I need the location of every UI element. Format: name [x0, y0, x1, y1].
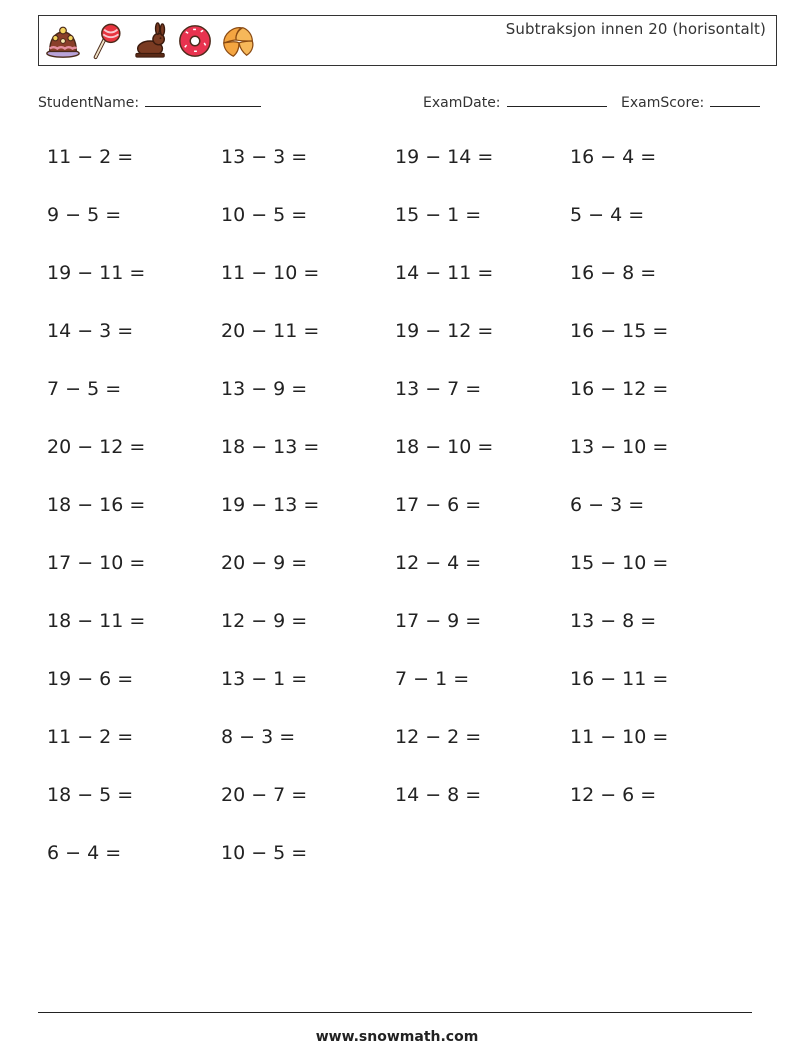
problem-item: 14 − 8 =: [395, 784, 482, 806]
problem-item: 6 − 4 =: [47, 842, 122, 864]
problem-item: 6 − 3 =: [570, 494, 645, 516]
worksheet-header: [38, 15, 777, 66]
problem-item: 11 − 2 =: [47, 726, 134, 748]
problem-item: 12 − 9 =: [221, 610, 308, 632]
problem-item: 14 − 3 =: [47, 320, 134, 342]
student-info-row: [38, 92, 771, 114]
problem-item: 19 − 12 =: [395, 320, 494, 342]
problem-row: [47, 262, 747, 320]
problem-item: 10 − 5 =: [221, 842, 308, 864]
problem-item: 15 − 10 =: [570, 552, 669, 574]
problem-item: 20 − 12 =: [47, 436, 146, 458]
problem-item: 10 − 5 =: [221, 204, 308, 226]
problem-item: 16 − 15 =: [570, 320, 669, 342]
problem-item: 19 − 6 =: [47, 668, 134, 690]
donut-icon: [176, 22, 214, 60]
problem-item: 13 − 9 =: [221, 378, 308, 400]
problem-row: [47, 784, 747, 842]
problem-item: 16 − 12 =: [570, 378, 669, 400]
worksheet-title: Subtraksjon innen 20 (horisontalt): [505, 20, 766, 38]
problem-item: 19 − 14 =: [395, 146, 494, 168]
problem-row: [47, 146, 747, 204]
problem-item: 17 − 6 =: [395, 494, 482, 516]
problem-item: 13 − 10 =: [570, 436, 669, 458]
problem-item: 16 − 4 =: [570, 146, 657, 168]
footer-divider: [38, 1012, 752, 1013]
problem-item: 12 − 4 =: [395, 552, 482, 574]
exam-score-field[interactable]: [621, 92, 760, 111]
exam-score-label: ExamScore:: [621, 95, 705, 111]
problem-item: 13 − 7 =: [395, 378, 482, 400]
problem-item: 11 − 2 =: [47, 146, 134, 168]
problem-item: 13 − 1 =: [221, 668, 308, 690]
header-icons: [44, 22, 264, 60]
problem-item: 19 − 11 =: [47, 262, 146, 284]
exam-date-line[interactable]: [507, 92, 607, 107]
problem-item: 11 − 10 =: [570, 726, 669, 748]
problem-grid: [47, 146, 747, 900]
chocolate-bunny-icon: [132, 22, 170, 60]
problem-row: [47, 842, 747, 900]
problem-item: 18 − 10 =: [395, 436, 494, 458]
problem-row: [47, 494, 747, 552]
problem-item: 15 − 1 =: [395, 204, 482, 226]
croissant-icon: [220, 22, 258, 60]
problem-row: [47, 204, 747, 262]
problem-row: [47, 610, 747, 668]
problem-item: 18 − 11 =: [47, 610, 146, 632]
problem-row: [47, 378, 747, 436]
problem-item: 20 − 11 =: [221, 320, 320, 342]
problem-item: 17 − 9 =: [395, 610, 482, 632]
problem-item: 20 − 9 =: [221, 552, 308, 574]
lollipop-icon: [88, 22, 126, 60]
problem-item: 12 − 2 =: [395, 726, 482, 748]
cake-icon: [44, 22, 82, 60]
problem-item: 18 − 16 =: [47, 494, 146, 516]
problem-item: 5 − 4 =: [570, 204, 645, 226]
problem-item: 8 − 3 =: [221, 726, 296, 748]
problem-row: [47, 436, 747, 494]
student-name-line[interactable]: [145, 92, 261, 107]
problem-item: 16 − 11 =: [570, 668, 669, 690]
student-name-field[interactable]: [38, 92, 261, 111]
exam-date-field[interactable]: [423, 92, 607, 111]
problem-item: 17 − 10 =: [47, 552, 146, 574]
problem-item: 7 − 5 =: [47, 378, 122, 400]
problem-item: 14 − 11 =: [395, 262, 494, 284]
student-name-label: StudentName:: [38, 95, 140, 111]
problem-item: 7 − 1 =: [395, 668, 470, 690]
footer-url: www.snowmath.com: [315, 1029, 479, 1045]
exam-score-line[interactable]: [710, 92, 760, 107]
problem-item: 20 − 7 =: [221, 784, 308, 806]
exam-date-label: ExamDate:: [423, 95, 501, 111]
problem-item: 11 − 10 =: [221, 262, 320, 284]
problem-item: 9 − 5 =: [47, 204, 122, 226]
problem-item: 13 − 3 =: [221, 146, 308, 168]
problem-row: [47, 320, 747, 378]
problem-row: [47, 726, 747, 784]
problem-item: 16 − 8 =: [570, 262, 657, 284]
problem-item: 18 − 5 =: [47, 784, 134, 806]
problem-item: 12 − 6 =: [570, 784, 657, 806]
problem-item: 13 − 8 =: [570, 610, 657, 632]
problem-item: 18 − 13 =: [221, 436, 320, 458]
problem-item: 19 − 13 =: [221, 494, 320, 516]
problem-row: [47, 552, 747, 610]
problem-row: [47, 668, 747, 726]
